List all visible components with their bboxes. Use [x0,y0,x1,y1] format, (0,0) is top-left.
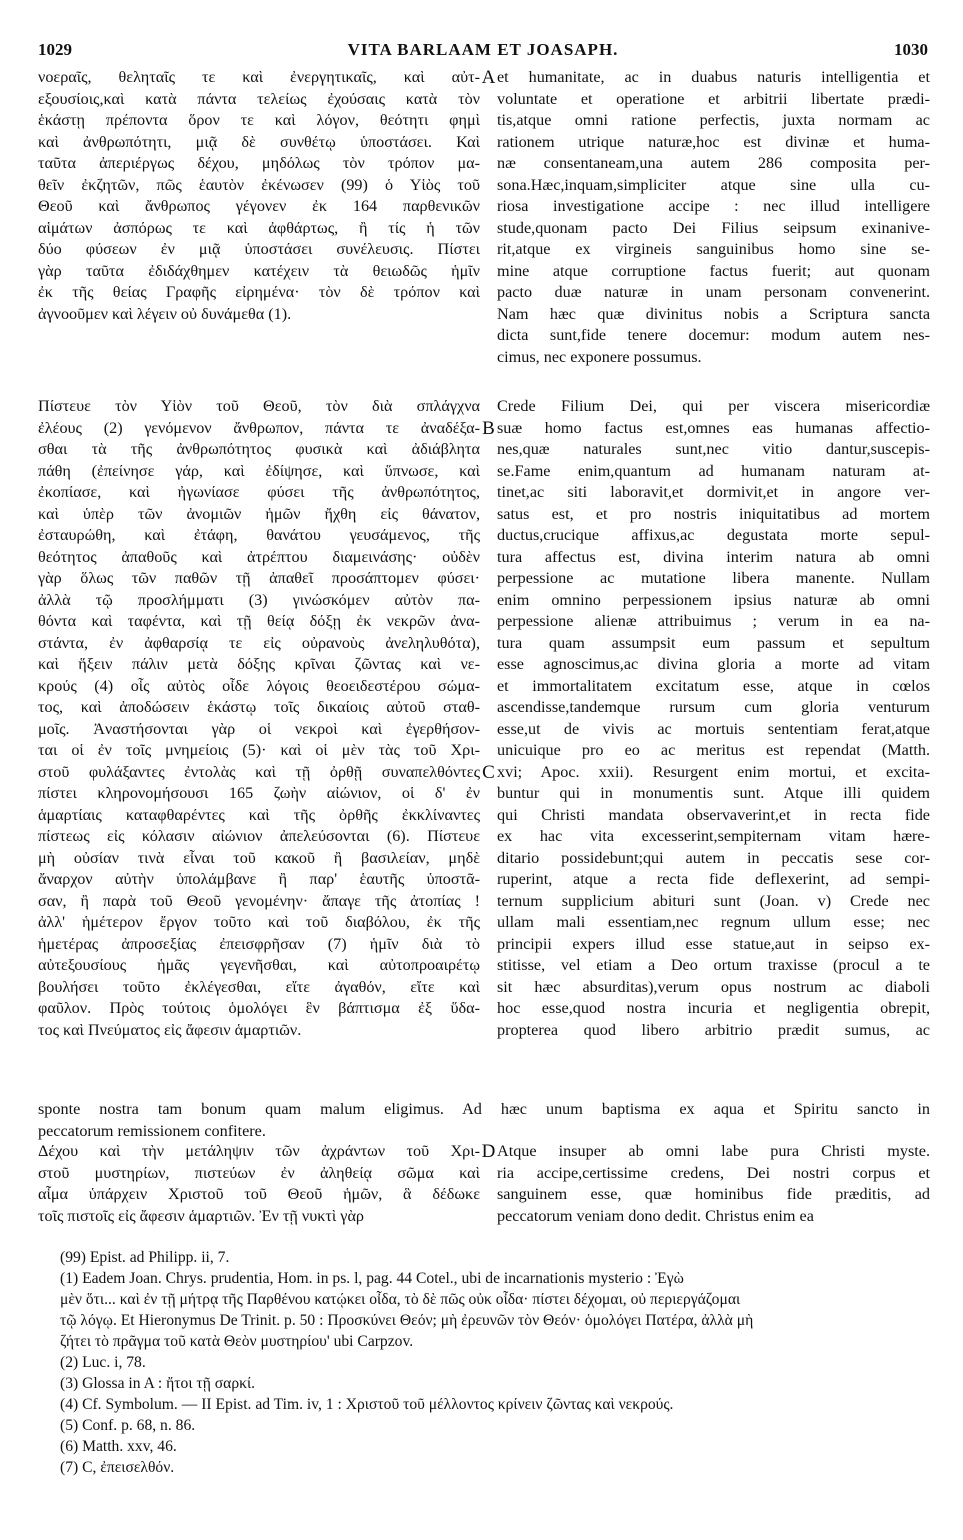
greek-line: ται οἱ ἐν τοῖς μνημείοις (5)· καὶ οἱ μὲν τὰς τοῦ Χρι- [38,741,480,759]
latin-line: ria accipe,certissime credens, Dei nostri corpus et [497,1163,930,1182]
latin-line: esse agnoscimus,ac divina gloria a morte ad vitam [497,655,930,673]
latin-line: sanguinem esse, quæ hominibus fide præditis, ad [497,1185,930,1203]
greek-line: στοῦ φυλάξαντες ἐντολὰς καὶ τῇ ὀρθῇ συναπελθόντες [38,762,480,781]
latin-line: ruperint, atque a recta fide deflexerint, ad sempi- [497,870,930,888]
latin-line: rationem utrique naturæ,hoc est divinæ et huma- [497,132,930,151]
latin-line: ex hac vita excesserint,sempiternam vitam hære- [497,827,930,845]
greek-line: ἐσταυρώθη, καὶ ἐτάφη, θανάτου γευσάμενος, τῆς [38,526,480,544]
greek-line: ἐκοπίασε, καὶ ἠγωνίασε φύσει τῆς ἀνθρωπότητος, [38,483,480,501]
section-marker-d: D [481,1141,496,1162]
greek-line: ἄναρχον αὐτὴν ὑπολάμβανε ἢ παρ' ἑαυτῆς ὑποστᾶ- [38,870,480,888]
greek-line: ἑκάστῃ πρέποντα ὅρον τε καὶ λόγον, θεότητι φημὶ [38,111,480,129]
latin-line: mine atque corruptione factus fuerit; aut quonam [497,261,930,280]
footnotes [60,1247,930,1478]
latin-line: ascendisse,tandemque rursum cum gloria venturum [497,698,930,716]
latin-line: stitisse, vel etiam a Deo ortum traxisse (procul a te [497,956,930,974]
latin-line: suæ homo factus est,omnes eas humanas affectio- [497,418,930,437]
greek-column-top [38,67,480,325]
greek-line: σαν, ἢ παρὰ τοῦ Θεοῦ γενομένην· ἄπαγε τῆς ἀτοπίας ! [38,891,480,910]
greek-line: δύο φύσεων ἐν μιᾷ ὑποστάσει συνέλευσις. Πίστει [38,240,480,258]
latin-line: xvi; Apoc. xxii). Resurgent enim mortui, et excita- [497,762,930,781]
latin-line: unicuique pro eo ac meritus est rependat (Matth. [497,741,930,759]
latin-line: perpessione ac mutatione libera manente. Nullam [497,569,930,587]
latin-line: enim omnino perpessionem ipsius naturæ ab omni [497,590,930,609]
latin-line: satus est, et pro nostris iniquitatibus ad mortem [497,504,930,523]
greek-line: τος καὶ Πνεύματος εἰς ἄφεσιν ἁμαρτιῶν. [38,1020,302,1039]
latin-line: nes,quæ naturales sunt,nec vitio dantur,suscepis- [497,440,930,458]
greek-line: ἀγνοοῦμεν καὶ λέγειν οὐ δυνάμεθα (1). [38,304,292,323]
latin-line: tura quam assumpsit eum passum et sepultum [497,633,930,652]
greek-line: ἐλέους (2) γενόμενον ἄνθρωπον, πάντα τε ἀναδέξα- [38,418,480,437]
section-marker-a: A [481,67,496,88]
latin-line: esse,ut de vivis ac mortuis sententiam ferat,atque [497,719,930,738]
latin-line: tura affectus est, divina interim natura ab omni [497,547,930,566]
footnote: (1) Eadem Joan. Chrys. prudentia, Hom. in ps. l, pag. 44 Cotel., ubi de incarnationis mysterio : Ἐγὼ [60,1270,684,1287]
latin-line: tis,atque omni ratione perfectis, juxta normam ac [497,111,930,129]
footnote: (99) Epist. ad Philipp. ii, 7. [60,1249,230,1266]
latin-line: Atque insuper ab omni labe pura Christi myste. [497,1142,930,1160]
page-number-right: 1030 [894,40,928,59]
latin-column-bottom [497,1141,930,1227]
greek-line: πίστει κληρονομήσουσι 165 ζωὴν αἰώνιον, οἱ δ' ἐν [38,784,480,802]
latin-span-line: sponte nostra tam bonum quam malum eligimus. Ad hæc unum baptisma ex aqua et Spiritu sancto in [38,1100,930,1118]
greek-line: μὴ οὐσίαν τινὰ εἶναι τοῦ κακοῦ ἢ βασιλείαν, μηδὲ [38,848,480,867]
greek-line: ἀλλὰ τῷ προσλήμματι (3) γινώσκόμεν αὐτὸν πα- [38,590,480,609]
greek-line: ταῦτα ἀπεριέργως δέχου, μηδόλως τὸν τρόπον μα- [38,154,480,172]
latin-line: pacto duæ naturæ in unam personam convenerint. [497,283,930,301]
greek-line: σθαι τὰ τῆς ἀνθρωπότητος φυσικὰ καὶ ἀδιάβλητα [38,440,480,458]
greek-column-bottom [38,1141,480,1227]
latin-line: se.Fame enim,quantum ad humanam naturam at- [497,461,930,480]
greek-line: τος, καὶ ἀποδώσειν ἑκάστῳ τοῖς δικαίοις αὐτοῦ σταθ- [38,698,480,716]
latin-line: Nam hæc quæ divinitus nobis a Scriptura sancta [497,304,930,323]
footnote: (6) Matth. xxv, 46. [60,1438,177,1455]
greek-line: καὶ ἀνθρωπότητι, μιᾷ δὲ συνθέτῳ ὑποστάσει. Καὶ [38,132,480,151]
latin-line: ditario possidebunt;qui autem in peccatis sese cor- [497,848,930,867]
latin-spanning-text [38,1099,930,1142]
greek-line: βουλήσει τοῦτο ἐκλέγεσθαι, εἴτε ἀγαθόν, εἴτε καὶ [38,977,480,996]
greek-column-middle [38,396,480,1041]
greek-line: μοῖς. Ἀναστήσονται γὰρ οἱ νεκροὶ καὶ ἐγερθήσον- [38,719,480,738]
greek-line: θεότητος ἀπαθοῦς καὶ ἀτρέπτου διαμεινάσης· οὐδὲν [38,547,480,566]
greek-line: θεῖν ἐκζητῶν, πῶς ἑαυτὸν ἐκένωσεν (99) ὁ Υἱὸς τοῦ [38,175,480,194]
latin-line: rit,atque ex virgineis sanguinibus homo sine se- [497,240,930,258]
greek-line: ἐκ τῆς θείας Γραφῆς εἰρημένα· τὸν δὲ τρόπον καὶ [38,283,480,301]
greek-line: γὰρ ταῦτα ἐδιδάχθημεν κατέχειν τὰ θειωδῶς ἡμῖν [38,261,480,280]
footnote: (7) C, ἐπεισελθόν. [60,1459,175,1476]
greek-line: τοῖς πιστοῖς εἰς ἄφεσιν ἁμαρτιῶν. Ἐν τῇ νυκτὶ γὰρ [38,1206,365,1225]
greek-line: ἡμετέρας ἀπροσεξίας ἐπεισφρῆσαν (7) ἡμῖν διὰ τὸ [38,934,480,953]
latin-line: et immortalitatem excitatum esse, atque in cœlos [497,676,930,695]
latin-line: dicta sunt,fide tenere docemur: modum autem nes- [497,326,930,344]
footnote: τῷ λόγῳ. Et Hieronymus De Trinit. p. 50 : Προσκύνει Θεόν; μὴ ἐρευνῶν τὸν Θεόν· ὁμολόγει Πατέρα, ἀλλὰ μὴ [60,1312,754,1329]
latin-line: principii expers illud esse statue,aut in seipso ex- [497,934,930,953]
latin-line: peccatorum veniam dono dedit. Christus enim ea [497,1206,814,1225]
greek-line: αἱμάτων ἀσπόρως τε καὶ ἀφθάρτως, ἢ τίς ἡ τῶν [38,218,480,237]
greek-line: εξουσίοις,καὶ κατὰ πάντα τελείως ἐχούσαις κατὰ τὸν [38,89,480,108]
latin-line: næ consentaneam,una autem 286 composita per- [497,154,930,172]
latin-line: hoc esse,quod nostra incuria et negligentia obrepit, [497,999,930,1017]
footnote: ζήτει τὸ πρᾶγμα τοῦ κατὰ Θεὸν μυστηρίου' ubi Carpzov. [60,1333,414,1350]
greek-line: αὐτεξουσίους ἡμᾶς γεγενῆσθαι, καὶ αὐτοπροαιρέτῳ [38,956,480,974]
page-number-left: 1029 [38,40,72,59]
latin-span-line: peccatorum remissionem confitere. [38,1121,266,1140]
greek-line: κρούς (4) οἷς αὐτὸς οἶδε λόγοις θεοειδεστέρου σώμα- [38,676,480,695]
greek-line: φαῦλον. Πρὸς τούτοις ὁμολόγει ἓν βάπτισμα ἐξ ὕδα- [38,999,480,1017]
latin-line: buntur qui in monumentis sunt. Atque illi quidem [497,784,930,802]
latin-line: tinet,ac siti laboravit,et dormivit,et in angore ver- [497,483,930,501]
greek-line: καὶ ἥξειν πάλιν μετὰ δόξης κρῖναι ζῶντας καὶ νε- [38,655,480,673]
greek-line: στάντα, ἐν ἀφθαρσίᾳ τε εἰς οὐρανοὺς ἀνεληλυθότα), [38,633,480,652]
latin-line: sona.Hæc,inquam,simpliciter atque sine ulla cu- [497,175,930,194]
footnote: (2) Luc. i, 78. [60,1354,146,1371]
greek-line: Θεοῦ καὶ ἄνθρωπος γέγονεν ἐκ 164 παρθενικῶν [38,197,480,215]
latin-line: ternum supplicium abituri sunt (Joan. v) Crede nec [497,891,930,910]
latin-line: Crede Filium Dei, qui per viscera misericordiæ [497,397,930,415]
section-marker-b: B [482,418,495,439]
footnote: (4) Cf. Symbolum. — II Epist. ad Tim. iv, 1 : Χριστοῦ τοῦ μέλλοντος κρίνειν ζῶντας καὶ νεκρούς. [60,1396,674,1413]
latin-line: voluntate et operatione et arbitrii libertate prædi- [497,89,930,108]
latin-line: cimus, nec exponere possumus. [497,347,702,366]
latin-line: stude,quonam pacto Dei Filius seipsum exinanive- [497,218,930,237]
greek-line: νοεραῖς, θεληταῖς τε καὶ ἐνεργητικαῖς, καὶ αὐτ- [38,68,480,86]
greek-line: ἁμαρτίαις καταφθαρέντες καὶ τῆς ὀρθῆς ἐκκλίναντες [38,805,480,824]
latin-line: ullam mali essentiam,nec regnum ullum esse; nec [497,913,930,931]
latin-column-top [497,67,930,368]
latin-line: sit hæc absurditas),verum opus nostrum ac diaboli [497,977,930,996]
greek-line: Δέχου καὶ τὴν μετάληψιν τῶν ἀχράντων τοῦ Χρι- [38,1142,480,1160]
latin-line: riosa investigatione accipe : nec illud intelligere [497,197,930,215]
greek-line: ἀλλ' ἡμέτερον ἔργον τοῦτο καὶ τοῦ διαβόλου, ἐκ τῆς [38,913,480,931]
greek-line: καὶ ὑπὲρ τῶν ἀνομιῶν ἡμῶν ἤχθη εἰς θάνατον, [38,504,480,523]
greek-line: πίστεως εἰς κόλασιν αἰώνιον ἀπελεύσονται (6). Πίστευε [38,827,480,845]
latin-line: et humanitate, ac in duabus naturis intelligentia et [497,68,930,86]
greek-line: θόντα καὶ ταφέντα, καὶ τῇ θείᾳ δόξῃ ἐκ νεκρῶν ἀνα- [38,612,480,630]
footnote: (5) Conf. p. 68, n. 86. [60,1417,196,1434]
latin-line: perpessione alienæ attribuimus ; verum in ea na- [497,612,930,630]
greek-line: πάθη (ἐπείνησε γάρ, καὶ ἐδίψησε, καὶ ὕπνωσε, καὶ [38,461,480,480]
footnote: (3) Glossa in A : ἤτοι τῇ σαρκί. [60,1375,256,1392]
latin-column-middle [497,396,930,1041]
greek-line: αἷμα ὑπάρχειν Χριστοῦ τοῦ Θεοῦ ἡμῶν, ἃ δέδωκε [38,1185,480,1203]
latin-continuation-ref [497,396,498,397]
section-marker-c: C [482,762,495,783]
latin-line: propterea quod libero arbitrio prædit sumus, ac [497,1020,930,1039]
latin-line: ductus,crucique affixus,ac degustata morte sepul- [497,526,930,544]
running-title: VITA BARLAAM ET JOASAPH. [347,40,619,59]
greek-line: στοῦ μυστηρίων, πιστεύων ἐν ἀληθείᾳ σῶμα καὶ [38,1163,480,1182]
greek-line: γὰρ ὅλως τῶν παθῶν τῇ ἀπαθεῖ προσάπτομεν φύσει· [38,569,480,587]
latin-line: qui Christi mandata observaverint,et in recta fide [497,805,930,824]
greek-line: Πίστευε τὸν Υἱὸν τοῦ Θεοῦ, τὸν διὰ σπλάγχνα [38,397,480,415]
footnote: μὲν ὅτι... καὶ ἐν τῇ μήτρᾳ τῆς Παρθένου κατῴκει οἶδα, τὸ δὲ πῶς οὐκ οἶδα· πίστει δέχομαι, οὐ περιεργάζομαι [60,1291,741,1308]
page-header [38,40,928,70]
